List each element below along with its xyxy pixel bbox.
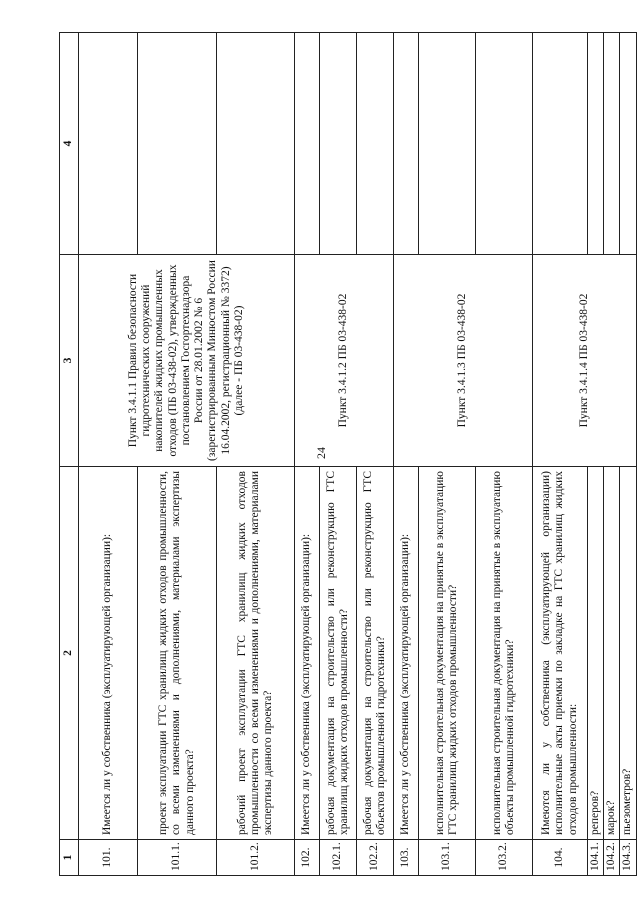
column-header-4: 4	[60, 33, 79, 255]
notes-cell	[79, 33, 138, 255]
column-header-1: 1	[60, 840, 79, 876]
notes-cell	[419, 33, 476, 255]
notes-cell	[138, 33, 217, 255]
row-question: исполнительная строительная документация на принятые в эксплуатацию объекты промышленной гидротехники?	[476, 467, 533, 840]
page-number: 24	[314, 447, 328, 459]
row-number: 104.3.	[620, 840, 636, 876]
row-number: 102.2.	[357, 840, 394, 876]
table-row	[533, 33, 588, 876]
row-question: пьезометров?	[620, 467, 636, 840]
legal-reference: Пункт 3.4.1.4 ПБ 03-438-02	[533, 255, 637, 467]
notes-cell	[604, 33, 620, 255]
requirements-table	[59, 32, 637, 876]
row-number: 102.	[295, 840, 320, 876]
table-row	[295, 33, 320, 876]
notes-cell	[320, 33, 357, 255]
column-header-3: 3	[60, 255, 79, 467]
notes-cell	[217, 33, 295, 255]
row-question: исполнительная строительная документация на принятые в эксплуатацию ГТС хранилищ жидких отходов промышленности?	[419, 467, 476, 840]
row-question: Имеются ли у собственника (эксплуатирующей организации) исполнительные акты приемки по закладке на ГТС хранилищ жидких отходов промышленности:	[533, 467, 588, 840]
notes-cell	[357, 33, 394, 255]
row-number: 104.	[533, 840, 588, 876]
notes-cell	[588, 33, 604, 255]
row-number: 101.	[79, 840, 138, 876]
row-question: рабочий проект эксплуатации ГТС хранилищ жидких отходов промышленности со всеми изменениями и дополнениями, материалами экспертизы данного проекта?	[217, 467, 295, 840]
row-question: Имеется ли у собственника (эксплуатирующей организации):	[394, 467, 419, 840]
row-question: рабочая документация на строительство или реконструкцию ГТС хранилищ жидких отходов промышленности?	[320, 467, 357, 840]
legal-reference: Пункт 3.4.1.1 Правил безопасности гидротехнических сооружений накопителей жидких промышленных отходов (ПБ 03-438-02), утвержденных постановлением Госгортехнадзора России от 28.01.2002 № 6 (зарегистрированным Минюстом России 16.04.2002, регистрационный № 3372) (далее - ПБ 03-438-02)	[79, 255, 295, 467]
notes-cell	[295, 33, 320, 255]
notes-cell	[394, 33, 419, 255]
row-question: проект эксплуатации ГТС хранилищ жидких отходов промышленности, со всеми изменениями и дополнениями, материалами экспертизы данного проекта?	[138, 467, 217, 840]
row-number: 103.2.	[476, 840, 533, 876]
row-number: 102.1.	[320, 840, 357, 876]
notes-cell	[476, 33, 533, 255]
row-number: 104.1.	[588, 840, 604, 876]
notes-cell	[533, 33, 588, 255]
row-question: рабочая документация на строительство или реконструкцию ГТС объектов промышленной гидротехники?	[357, 467, 394, 840]
legal-reference: Пункт 3.4.1.2 ПБ 03-438-02	[295, 255, 394, 467]
row-question: реперов?	[588, 467, 604, 840]
table-row	[394, 33, 419, 876]
table-row	[79, 33, 138, 876]
row-question: Имеется ли у собственника (эксплуатирующей организации):	[295, 467, 320, 840]
row-number: 103.	[394, 840, 419, 876]
row-question: марок?	[604, 467, 620, 840]
row-number: 104.2.	[604, 840, 620, 876]
requirements-table-sheet	[59, 33, 634, 876]
notes-cell	[620, 33, 636, 255]
row-question: Имеется ли у собственника (эксплуатирующей организации):	[79, 467, 138, 840]
table-header-row	[60, 33, 79, 876]
row-number: 101.2.	[217, 840, 295, 876]
column-header-2: 2	[60, 467, 79, 840]
row-number: 101.1.	[138, 840, 217, 876]
row-number: 103.1.	[419, 840, 476, 876]
legal-reference: Пункт 3.4.1.3 ПБ 03-438-02	[394, 255, 533, 467]
